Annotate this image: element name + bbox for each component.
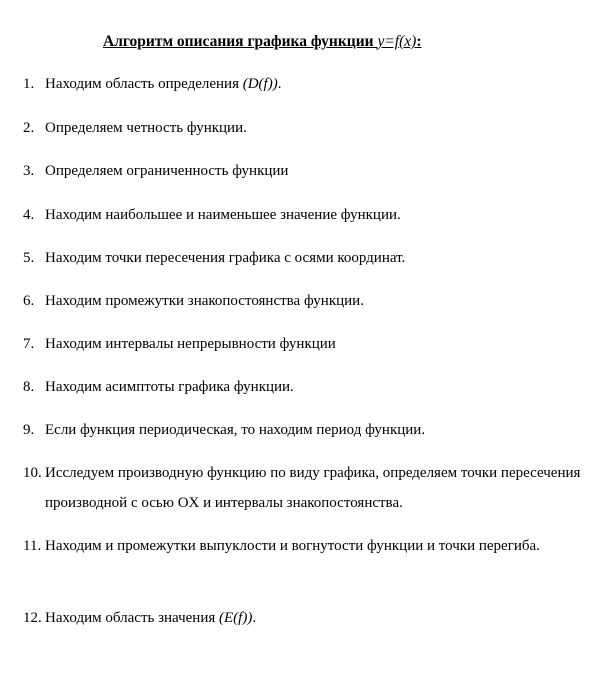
item-text <box>45 603 583 633</box>
item-text: Находим интервалы непрерывности функции <box>45 336 336 352</box>
item-text-after: . <box>277 76 282 92</box>
item-number: 12. <box>23 610 42 626</box>
item-text-italic: (D(f)) <box>242 76 278 92</box>
item-text: Находим асимптоты графика функции. <box>45 379 294 395</box>
item-text: Находим наибольшее и наименьшее значение функции. <box>45 207 401 223</box>
title-colon: : <box>416 33 422 50</box>
item-number: 8. <box>23 379 35 395</box>
title-text: Алгоритм описания графика функции <box>103 33 378 50</box>
list-item <box>23 329 583 359</box>
title-formula: y=f(x) <box>377 33 417 50</box>
list-item <box>23 415 583 445</box>
item-number: 11. <box>23 538 42 554</box>
item-number: 10. <box>23 465 42 481</box>
list-item <box>23 458 583 518</box>
item-text-main: Находим область определения <box>45 76 243 92</box>
item-number: 1. <box>23 76 35 92</box>
list-item <box>23 286 583 316</box>
item-text: Исследуем производную функцию по виду графика, определяем точки пересечения производной с осью OX и интервалы знакопостоянства. <box>45 465 581 511</box>
item-number: 5. <box>23 250 35 266</box>
item-text: Определяем ограниченность функции <box>45 163 289 179</box>
list-item <box>23 113 583 143</box>
list-item <box>23 603 583 633</box>
item-number: 2. <box>23 120 35 136</box>
item-number: 6. <box>23 293 35 309</box>
item-number: 3. <box>23 163 35 179</box>
item-number: 7. <box>23 336 35 352</box>
item-text <box>45 69 583 99</box>
item-text: Если функция периодическая, то находим период функции. <box>45 422 426 438</box>
document-title <box>103 33 421 51</box>
item-number: 9. <box>23 422 35 438</box>
item-text: Находим промежутки знакопостоянства функции. <box>45 293 364 309</box>
list-item <box>23 531 583 561</box>
item-text-italic: (E(f)) <box>219 610 253 626</box>
item-text: Находим точки пересечения графика с осями координат. <box>45 250 406 266</box>
item-number: 4. <box>23 207 35 223</box>
item-text: Определяем четность функции. <box>45 120 247 136</box>
list-item <box>23 372 583 402</box>
list-item <box>23 200 583 230</box>
list-item <box>23 243 583 273</box>
list-item <box>23 156 583 186</box>
item-text-after: . <box>252 610 257 626</box>
item-text: Находим и промежутки выпуклости и вогнутости функции и точки перегиба. <box>45 538 540 554</box>
item-text-main: Находим область значения <box>45 610 220 626</box>
list-item <box>23 69 583 99</box>
